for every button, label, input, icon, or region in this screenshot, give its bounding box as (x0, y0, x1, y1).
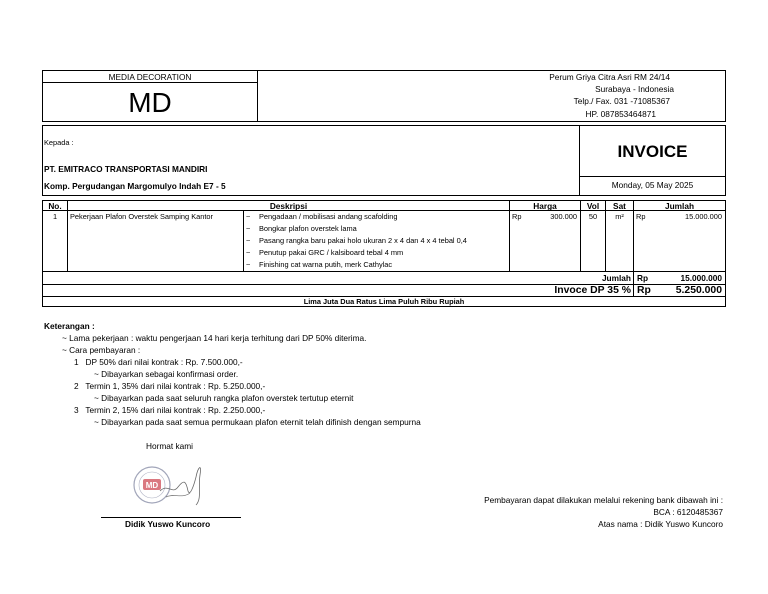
note-line: ~ Dibayarkan pada saat semua permukaan plafon eternit telah difinish dengan sempurna (94, 417, 421, 427)
header-no: No. (48, 201, 62, 211)
detail-tilde: ~ (246, 224, 251, 233)
header-desc: Deskripsi (269, 201, 308, 211)
jumlah-currency: Rp (636, 212, 646, 221)
address-line-4: HP. 087853464871 (585, 109, 656, 119)
invoice-date: Monday, 05 May 2025 (611, 180, 694, 190)
jumlah-value: 15.000.000 (685, 212, 722, 221)
detail-tilde: ~ (246, 236, 251, 245)
amount-in-words: Lima Juta Dua Ratus Lima Puluh Ribu Rupiah (303, 297, 465, 306)
dp-value: 5.250.000 (675, 285, 722, 296)
detail-tilde: ~ (246, 212, 251, 221)
signatory-name: Didik Yuswo Kuncoro (125, 519, 211, 529)
logo-text: MD (128, 87, 172, 118)
stamp-text: MD (145, 481, 159, 490)
detail-line: Finishing cat warna putih, merk Cathylac (259, 260, 393, 269)
detail-line: Pasang rangka baru pakai holo ukuran 2 x 4 dan 4 x 4 tebal 0,4 (259, 236, 467, 245)
address-line-3: Telp./ Fax. 031 -71085367 (573, 96, 670, 106)
note-line: ~ Cara pembayaran : (62, 345, 141, 355)
header-vol: Vol (586, 201, 600, 211)
note-line: ~ Dibayarkan sebagai konfirmasi order. (94, 369, 239, 379)
header-sat: Sat (613, 201, 626, 211)
header-jumlah: Jumlah (664, 201, 695, 211)
company-label: MEDIA DECORATION (108, 72, 192, 82)
payment-line-3: Atas nama : Didik Yuswo Kuncoro (598, 519, 723, 529)
detail-line: Bongkar plafon overstek lama (259, 224, 357, 233)
payment-line-1: Pembayaran dapat dilakukan melalui rekening bank dibawah ini : (484, 495, 723, 505)
detail-tilde: ~ (246, 248, 251, 257)
harga-currency: Rp (512, 212, 522, 221)
vol-value: 50 (588, 212, 598, 221)
recipient-address: Komp. Pergudangan Margomulyo Indah E7 - 5 (44, 181, 226, 191)
recipient-name: PT. EMITRACO TRANSPORTASI MANDIRI (44, 164, 208, 174)
signature-stroke-icon (166, 493, 190, 497)
harga-value: 300.000 (550, 212, 577, 221)
to-label: Kepada : (44, 138, 74, 147)
note-line: ~ Dibayarkan pada saat seluruh rangka plafon overstek tertutup eternit (94, 393, 354, 403)
signature-greeting: Hormat kami (146, 441, 194, 451)
header-harga: Harga (533, 201, 557, 211)
detail-line: Pengadaan / mobilisasi andang scafolding (259, 212, 398, 221)
notes-title: Keterangan : (44, 321, 95, 331)
dp-currency: Rp (637, 285, 651, 296)
address-line-2: Surabaya - Indonesia (595, 84, 674, 94)
address-line-1: Perum Griya Citra Asri RM 24/14 (549, 72, 670, 82)
total-value: 15.000.000 (680, 273, 722, 283)
detail-line: Penutup pakai GRC / kalsiboard tebal 4 mm (259, 248, 404, 257)
payment-line-2: BCA : 6120485367 (653, 507, 723, 517)
total-label: Jumlah (601, 273, 631, 283)
invoice-title: INVOICE (617, 142, 688, 161)
row-no: 1 (52, 212, 58, 221)
row-item: Pekerjaan Plafon Overstek Samping Kantor (70, 212, 213, 221)
total-currency: Rp (637, 273, 649, 283)
note-line: 3 Termin 2, 15% dari nilai kontrak : Rp. 2.250.000,- (74, 405, 266, 415)
note-line: ~ Lama pekerjaan : waktu pengerjaan 14 hari kerja terhitung dari DP 50% diterima. (62, 333, 367, 343)
note-line: 1 DP 50% dari nilai kontrak : Rp. 7.500.000,- (74, 357, 243, 367)
sat-value: m² (615, 212, 624, 221)
stamp-and-signature (130, 455, 214, 517)
detail-tilde: ~ (246, 260, 251, 269)
note-line: 2 Termin 1, 35% dari nilai kontrak : Rp. 5.250.000,- (74, 381, 266, 391)
dp-label: Invoce DP 35 % (554, 285, 631, 296)
